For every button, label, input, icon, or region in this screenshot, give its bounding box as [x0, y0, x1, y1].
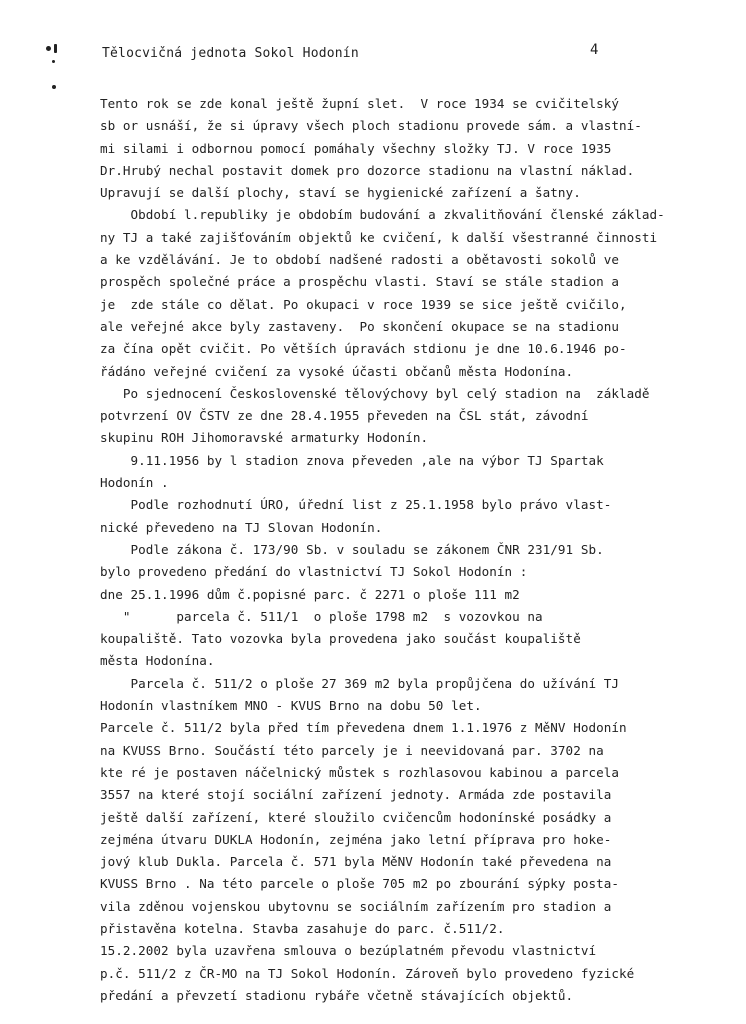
- text-line: sb or usnáší, že si úpravy všech ploch stadionu provede sám. a vlastní-: [100, 118, 642, 134]
- text-line: na KVUSS Brno. Součástí této parcely je i neevidovaná par. 3702 na: [100, 742, 604, 758]
- text-line: Parcele č. 511/2 byla před tím převedena dnem 1.1.1976 z MěNV Hodonín: [100, 720, 627, 736]
- text-line: dne 25.1.1996 dům č.popisné parc. č 2271 o ploše 111 m2: [100, 586, 520, 602]
- text-line: Hodonín .: [100, 475, 169, 491]
- text-line: Po sjednocení Československé tělovýchovy byl celý stadion na základě: [100, 385, 650, 401]
- text-line: ještě další zařízení, které sloužilo cvičencům hodonínské posádky a: [100, 809, 612, 825]
- text-line: potvrzení OV ČSTV ze dne 28.4.1955 převeden na ČSL stát, závodní: [100, 408, 589, 424]
- text-line: ny TJ a také zajišťováním objektů ke cvičení, k další všestranné činnosti: [100, 229, 658, 245]
- text-line: Upravují se další plochy, staví se hygienické zařízení a šatny.: [100, 185, 581, 201]
- text-line: Podle rozhodnutí ÚRO, úřední list z 25.1.1958 bylo právo vlast-: [100, 497, 612, 513]
- text-line: prospěch společné práce a prospěchu vlasti. Staví se stále stadion a: [100, 274, 619, 290]
- text-line: zejména útvaru DUKLA Hodonín, zejména jako letní příprava pro hoke-: [100, 831, 612, 847]
- text-line: bylo provedeno předání do vlastnictví TJ Sokol Hodonín :: [100, 564, 528, 580]
- text-line: Dr.Hrubý nechal postavit domek pro dozorce stadionu na vlastní náklad.: [100, 162, 635, 178]
- margin-dot: [52, 85, 56, 89]
- text-line: je zde stále co dělat. Po okupaci v roce 1939 se sice ještě cvičilo,: [100, 296, 627, 312]
- text-line: kte ré je postaven náčelnický můstek s rozhlasovou kabinou a parcela: [100, 764, 619, 780]
- text-line: jový klub Dukla. Parcela č. 571 byla MěNV Hodonín také převedena na: [100, 854, 612, 870]
- text-line: Podle zákona č. 173/90 Sb. v souladu se zákonem ČNR 231/91 Sb.: [100, 541, 604, 557]
- text-line: a ke vzdělávání. Je to období nadšené radosti a obětavosti sokolů ve: [100, 252, 619, 268]
- page-header: [0, 40, 746, 70]
- text-line: Tento rok se zde konal ještě župní slet. V roce 1934 se cvičitelský: [100, 96, 619, 111]
- text-line: skupinu ROH Jihomoravské armaturky Hodonín.: [100, 430, 429, 446]
- text-line: " parcela č. 511/1 o ploše 1798 m2 s vozovkou na: [100, 608, 543, 624]
- text-line: vila zděnou vojenskou ubytovnu se sociálním zařízením pro stadion a: [100, 898, 612, 914]
- text-line: koupaliště. Tato vozovka byla provedena jako součást koupaliště: [100, 631, 581, 647]
- page-title: Tělocvičná jednota Sokol Hodonín: [102, 46, 359, 61]
- text-line: přistavěna kotelna. Stavba zasahuje do parc. č.511/2.: [100, 920, 505, 936]
- text-line: ale veřejné akce byly zastaveny. Po skončení okupace se na stadionu: [100, 318, 619, 334]
- text-line: p.č. 511/2 z ČR-MO na TJ Sokol Hodonín. Zároveň bylo provedeno fyzické: [100, 965, 635, 981]
- text-line: 9.11.1956 by l stadion znova převeden ,ale na výbor TJ Spartak: [100, 452, 604, 468]
- body-text: [100, 93, 740, 1007]
- text-line: Hodonín vlastníkem MNO - KVUS Brno na dobu 50 let.: [100, 698, 482, 714]
- text-line: města Hodonína.: [100, 653, 215, 669]
- text-line: řádáno veřejné cvičení za vysoké účasti občanů města Hodonína.: [100, 363, 574, 379]
- text-line: předání a převzetí stadionu rybáře včetně stávajících objektů.: [100, 987, 574, 1003]
- page-number: 4: [590, 42, 599, 58]
- text-line: 3557 na které stojí sociální zařízení jednoty. Armáda zde postavila: [100, 787, 612, 803]
- text-line: 15.2.2002 byla uzavřena smlouva o bezúplatném převodu vlastnictví: [100, 943, 597, 959]
- text-line: mi silami i odbornou pomocí pomáhaly všechny složky TJ. V roce 1935: [100, 140, 612, 156]
- text-line: nické převedeno na TJ Slovan Hodonín.: [100, 519, 383, 535]
- text-line: Období l.republiky je obdobím budování a zkvalitňování členské základ-: [100, 207, 665, 223]
- text-line: KVUSS Brno . Na této parcele o ploše 705 m2 po zbourání sýpky posta-: [100, 876, 619, 892]
- text-line: za čína opět cvičit. Po větších úpravách stdionu je dne 10.6.1946 po-: [100, 341, 627, 357]
- text-line: Parcela č. 511/2 o ploše 27 369 m2 byla propůjčena do užívání TJ: [100, 675, 619, 691]
